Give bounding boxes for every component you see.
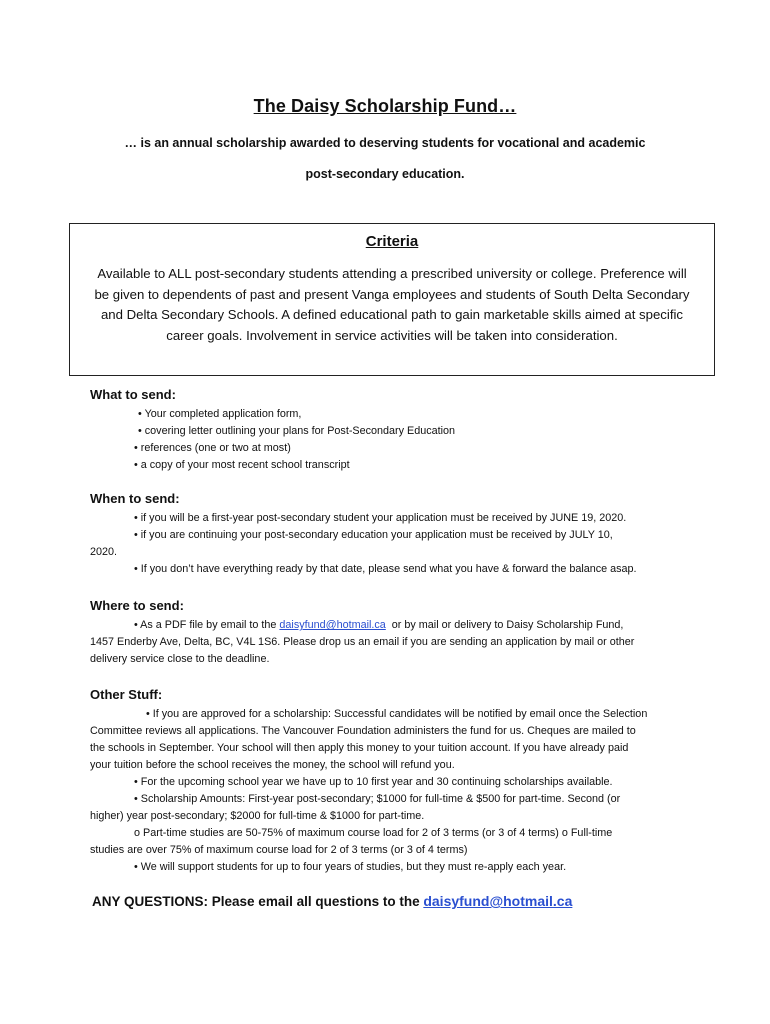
other-stuff-line: your tuition before the school receives the money, the school will refund you.: [90, 759, 455, 771]
other-stuff-line: • For the upcoming school year we have up to 10 first year and 30 continuing scholarships available.: [134, 776, 613, 788]
when-to-send-item: • if you will be a first-year post-secondary student your application must be received by JUNE 19, 2020.: [134, 512, 627, 524]
other-stuff-section: [90, 686, 690, 876]
where-to-send-text: or by mail or delivery to Daisy Scholarship Fund,: [385, 619, 624, 631]
where-to-send-line: delivery service close to the deadline.: [90, 653, 270, 665]
what-to-send-heading: What to send:: [90, 387, 176, 402]
page-title: The Daisy Scholarship Fund…: [253, 96, 517, 116]
where-to-send-line: [90, 617, 690, 634]
other-stuff-line: • Scholarship Amounts: First-year post-secondary; $1000 for full-time & $500 for part-time. Second (or: [134, 793, 621, 805]
questions-text: ANY QUESTIONS: Please email all questions to the: [92, 894, 424, 909]
criteria-box: [69, 223, 715, 376]
criteria-line: be given to dependents of past and present Vanga employees and students of South Delta Secondary: [94, 286, 690, 302]
where-to-send-line: 1457 Enderby Ave, Delta, BC, V4L 1S6. Please drop us an email if you are sending an application by mail or other: [90, 636, 635, 648]
other-stuff-line: • We will support students for up to four years of studies, but they must re-apply each year.: [134, 861, 567, 873]
criteria-line: career goals. Involvement in service activities will be taken into consideration.: [166, 327, 618, 343]
when-to-send-item: • If you don’t have everything ready by that date, please send what you have & forward the balance asap.: [134, 563, 637, 575]
other-stuff-line: • If you are approved for a scholarship: Successful candidates will be notified by email once the Selection: [146, 708, 648, 720]
subtitle-line-1: … is an annual scholarship awarded to deserving students for vocational and academic: [124, 136, 646, 150]
what-to-send-section: [90, 386, 690, 474]
what-to-send-item: • Your completed application form,: [138, 408, 302, 420]
when-to-send-section: [90, 490, 690, 578]
criteria-line: and Delta Secondary Schools. A defined educational path to gain marketable skills aimed at specific: [100, 307, 684, 322]
email-link[interactable]: daisyfund@hotmail.ca: [279, 619, 386, 631]
criteria-line: Available to ALL post-secondary students attending a prescribed university or college. Preference will: [97, 266, 687, 281]
other-stuff-line: studies are over 75% of maximum course load for 2 of 3 terms (or 3 of 4 terms): [90, 844, 468, 856]
criteria-text: [82, 264, 702, 346]
what-to-send-item: • covering letter outlining your plans for Post-Secondary Education: [138, 425, 456, 437]
questions-email-link[interactable]: daisyfund@hotmail.ca: [423, 893, 573, 909]
where-to-send-heading: Where to send:: [90, 598, 184, 613]
criteria-heading: Criteria: [365, 233, 419, 250]
other-stuff-heading: Other Stuff:: [90, 687, 163, 702]
what-to-send-item: • a copy of your most recent school transcript: [134, 459, 350, 471]
other-stuff-line: higher) year post-secondary; $2000 for full-time & $1000 for part-time.: [90, 810, 425, 822]
when-to-send-item: • if you are continuing your post-secondary education your application must be received by JULY 10,: [134, 529, 613, 541]
what-to-send-item: • references (one or two at most): [134, 442, 291, 454]
subtitle-line-2: post-secondary education.: [305, 167, 465, 181]
when-to-send-heading: When to send:: [90, 491, 180, 506]
other-stuff-line: the schools in September. Your school will then apply this money to your tuition account. If you have already paid: [90, 742, 629, 754]
when-to-send-item-continued: 2020.: [90, 546, 118, 558]
questions-line: [92, 893, 572, 909]
where-to-send-section: [90, 597, 690, 668]
other-stuff-line: o Part-time studies are 50-75% of maximum course load for 2 of 3 terms (or 3 of 4 terms) o Full-time: [134, 827, 613, 839]
other-stuff-line: Committee reviews all applications. The Vancouver Foundation administers the fund for us. Cheques are mailed to: [90, 725, 636, 737]
where-to-send-text: • As a PDF file by email to the: [134, 619, 280, 631]
